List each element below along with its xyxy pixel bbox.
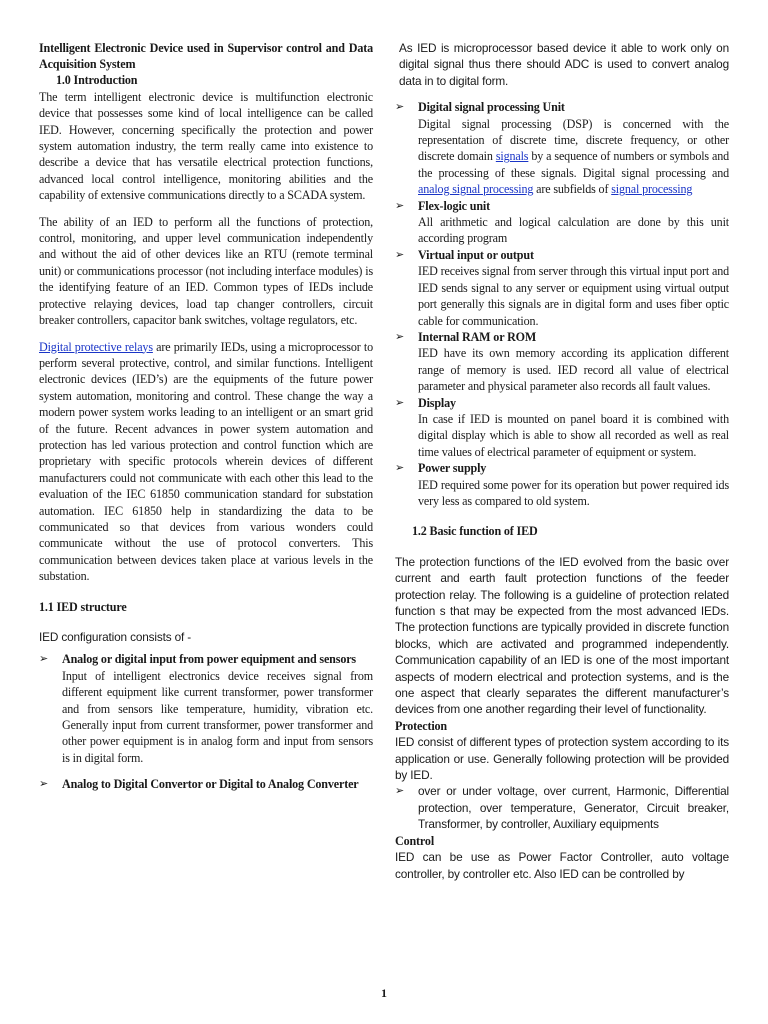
item-analog-digital-input [39, 651, 373, 667]
item-display-title: Display [418, 395, 456, 410]
control-heading: Control [395, 833, 435, 848]
structure-heading: 1.1 IED structure [39, 599, 127, 614]
item-ram-rom [395, 329, 729, 345]
bullet-arrow-icon: ➢ [395, 247, 405, 261]
item-display-body: In case if IED is mounted on panel board it is combined with digital display which is able to show all recorded as well as real time values of electrical parameter of equipment or system. [418, 411, 729, 459]
dsp-text-1: Digital signal processing (DSP) is concerned with the representation of discrete time, discrete frequency, or other discrete domain [418, 116, 729, 164]
protection-list-item [395, 783, 729, 832]
page-number: 1 [381, 986, 387, 1000]
item-dsp-title: Digital signal processing Unit [418, 100, 565, 115]
basic-function-heading: 1.2 Basic function of IED [412, 524, 538, 539]
item-dsp-body [395, 116, 729, 198]
left-column [39, 40, 373, 793]
bullet-arrow-icon: ➢ [395, 198, 405, 212]
adc-paragraph: As IED is microprocessor based device it able to work only on digital signal thus there should ADC is used to convert analog data in to digital form. [399, 41, 729, 88]
item-flex-logic-body: All arithmetic and logical calculation are done by this unit according program [418, 215, 729, 246]
analog-signal-processing-link[interactable]: analog signal processing [418, 182, 534, 197]
protection-list-text: over or under voltage, over current, Harmonic, Differential protection, over temperature, Generator, Circuit breaker, Transformer, by controller, Auxiliary equipments [418, 784, 729, 832]
intro-heading: 1.0 Introduction [56, 73, 138, 88]
item-display [395, 395, 729, 411]
item-power-supply [395, 460, 729, 476]
bullet-arrow-icon: ➢ [39, 777, 49, 791]
item-analog-digital-input-body: Input of intelligent electronics device receives signal from different equipment like current transformer, power transformer and from sensors like temperature, humidity, vibration etc. Generally input from current transformer, power transformer and other power equipment is in analog form and input from sensors is in digital form. [62, 668, 373, 765]
intro-paragraph-2: The ability of an IED to perform all the functions of protection, control, monitoring, and upper level communication independently and without the aid of other devices like an RTU (remote terminal unit) or communications processor (not including interface modules) is the identifying feature of an IED. Common types of IEDs include protective relaying devices, load tap changer controllers, circuit breaker controllers, capacitor bank switches, voltage regulators, etc. [39, 214, 373, 328]
item-virtual-io-body: IED receives signal from server through this virtual input port and IED sends signal to any server or equipment using virtual output port generally this signals are in digital form and uses fiber optic cable for communication. [418, 264, 729, 328]
item-dsp [395, 99, 729, 115]
intro-paragraph-1: The term intelligent electronic device is multifunction electronic device that possesses some kind of local intelligence can be called IED. However, concerning specifically the protection and power system automation industry, the term really came into existence to describe a device that has versatile electrical protection functions, advanced local control intelligence, monitoring abilities and the capability of extensive communications directly to a SCADA system. [39, 89, 373, 203]
item-power-supply-title: Power supply [418, 461, 487, 476]
bullet-arrow-icon: ➢ [395, 784, 405, 798]
item-adc-dac [39, 776, 373, 792]
bullet-arrow-icon: ➢ [395, 461, 405, 475]
basic-function-paragraph: The protection functions of the IED evolved from the basic over current and earth fault protection functions of the feeder protection relay. The following is a guideline of protection related function s that may be expected from the most advanced IEDs. The protection functions are typically provided in discrete function blocks, which are activated and programmed independently. Communication capability of an IED is one of the most important aspects of modern electrical and protection systems, and is the one aspect that clearly separates the different manufacturer’s devices from one another regarding their level of functionality. [395, 554, 729, 717]
item-ram-rom-body: IED have its own memory according its application different range of memory is used. IED record all value of electrical parameter and physical parameter also records all fault values. [418, 346, 729, 394]
protection-heading: Protection [395, 718, 448, 733]
protection-paragraph: IED consist of different types of protection system according to its application or use. Generally following protection will be provided by IED. [395, 735, 729, 783]
item-flex-logic [395, 198, 729, 214]
bullet-arrow-icon: ➢ [395, 395, 405, 409]
dsp-text-3: are subfields of [533, 182, 612, 197]
item-flex-logic-title: Flex-logic unit [418, 198, 490, 213]
intro-paragraph-3-text: are primarily IEDs, using a microprocessor to perform several protective, control, and similar functions. Intelligent electronic devices (IED’s) are the equipments of the future power system automation, monitoring and control. These change the way a modern power system works leading to an intelligent or an smart grid of the future. Recent advances in power system automation and protection has led various protection and control function which are proprietary with specific protocols wherein devices of different manufacturers could not communicate with each other this lead to the evaluation of the IEC 61850 communication standard for substation automation. IEC 61850 help in standardizing the data to be communicated so that devices from various wonders could communicate without the use of protocol converters. This communication between devices taken place at various levels in the substation. [39, 339, 373, 584]
item-ram-rom-title: Internal RAM or ROM [418, 329, 537, 344]
bullet-arrow-icon: ➢ [39, 652, 49, 666]
digital-protective-relays-link[interactable]: Digital protective relays [39, 339, 153, 354]
structure-intro: IED configuration consists of - [39, 630, 192, 644]
intro-paragraph-3 [39, 339, 373, 585]
control-paragraph: IED can be use as Power Factor Controller, auto voltage controller, by controller etc. Also IED can be controlled by [395, 850, 729, 881]
item-virtual-io [395, 247, 729, 263]
signals-link[interactable]: signals [495, 149, 529, 164]
item-power-supply-body: IED required some power for its operation but power required ids very less as compared to old system. [418, 477, 729, 508]
dsp-text-2: by a sequence of numbers or symbols and the processing of these signals. Digital signal processing and [418, 149, 730, 180]
item-adc-dac-title: Analog to Digital Convertor or Digital to Analog Converter [62, 777, 359, 792]
bullet-arrow-icon: ➢ [395, 100, 405, 114]
item-analog-digital-input-title: Analog or digital input from power equipment and sensors [62, 652, 356, 667]
item-virtual-io-title: Virtual input or output [418, 247, 534, 262]
document-title: Intelligent Electronic Device used in Supervisor control and Data Acquisition System [39, 41, 373, 72]
signal-processing-link[interactable]: signal processing [611, 182, 693, 197]
bullet-arrow-icon: ➢ [395, 329, 405, 343]
right-column [395, 40, 729, 882]
